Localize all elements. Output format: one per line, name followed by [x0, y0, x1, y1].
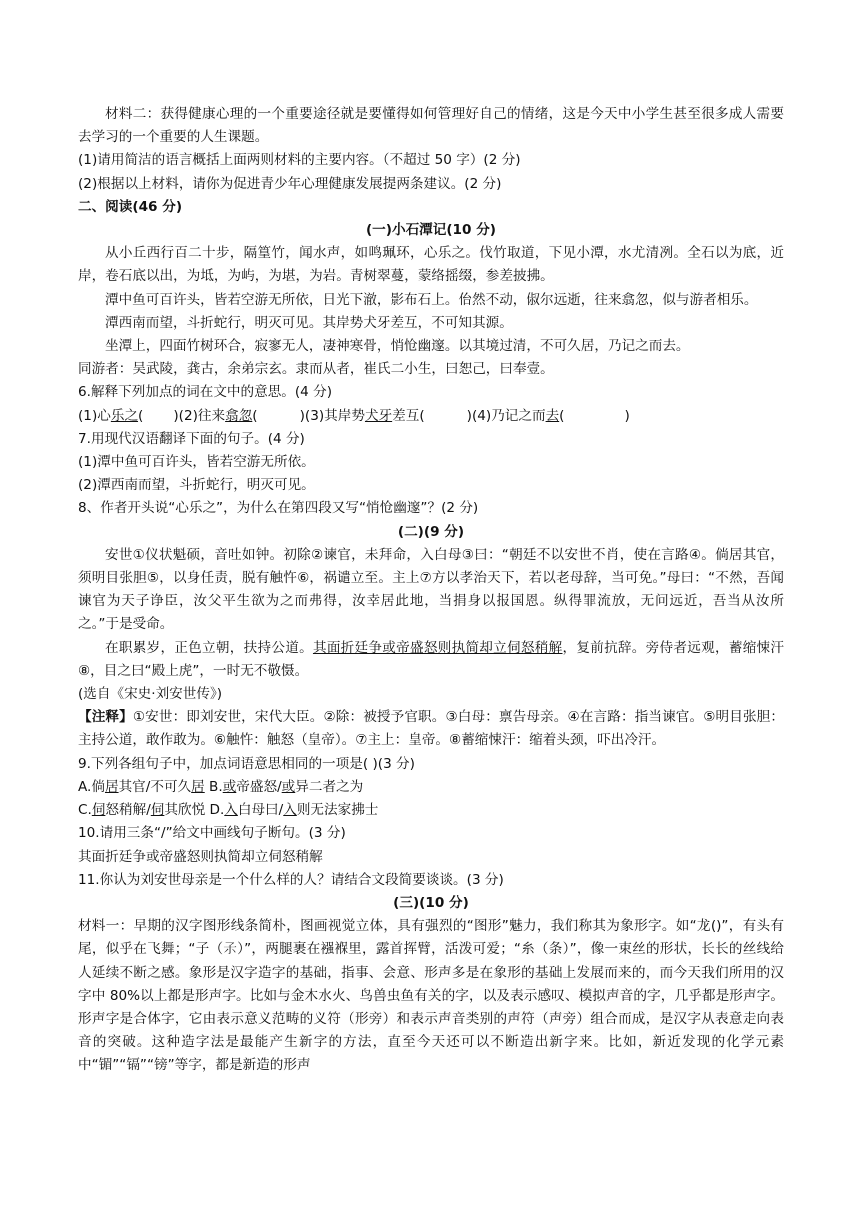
- option-text: 则无法家拂士: [296, 802, 379, 819]
- question-8: 8、作者开头说“心乐之”，为什么在第四段又写“悄怆幽邃”？(2 分): [78, 500, 479, 517]
- question-7: 7.用现代汉语翻译下面的句子。(4 分): [78, 430, 305, 447]
- underlined-sentence: 其面折廷争或帝盛怒则执简却立伺怒稍解: [312, 639, 563, 656]
- annotation-label: 【注释】: [78, 709, 133, 726]
- part3-material-one: 材料一：早期的汉字图形线条简朴，图画视觉立体，具有强烈的“图形”魅力，我们称其为象形字。如“龙()”，有头有尾，似乎在飞舞；“子（𡥀）”，两腿裹在襁褓里，露首挥臂，活泼可爱；“糸（条）”，像一束丝的形状，长长的丝线给人延续不断之感。象形是汉字造字的基础，指事、会意、形声多是在象形的基础上发展而来的，而今天我们所用的汉字中 80%以上都是形声字。比如与金木水火、鸟兽虫鱼有关的字，以及表示感叹、模拟声音的字，几乎都是形声字。形声字是合体字，它由表示意义范畴的义符（形旁）和表示声音类别的声符（声旁）组合而成，是汉字从表意走向表音的突破。这种造字法是最能产生新字的方法，直至今天还可以不断造出新字来。比如，新近发现的化学元素中“镅”“镉”“镑”等字，都是新造的形声: [78, 918, 784, 1074]
- part1-paragraph: 从小丘西行百二十步，隔篁竹，闻水声，如鸣珮环，心乐之。伐竹取道，下见小潭，水尤清冽。全石以为底，近岸，卷石底以出，为坻，为屿，为堪，为岩。青树翠蔓，蒙络摇缀，参差披拂。: [78, 245, 784, 285]
- annotation: [78, 706, 784, 752]
- q6-text: (1)心: [78, 407, 111, 424]
- question-1: (1)请用简洁的语言概括上面两则材料的主要内容。（不超过 50 字）(2 分): [78, 152, 521, 169]
- option-text: 怒稍解/: [105, 802, 151, 819]
- option-text: 白母曰/: [237, 802, 284, 819]
- q6-text: )(2)往来: [173, 407, 226, 424]
- option-text: 其欣悦 D.: [164, 802, 225, 819]
- option-underlined-word: 入: [283, 802, 297, 819]
- option-underlined-word: 居: [191, 778, 205, 795]
- part1-paragraph: 坐潭上，四面竹树环合，寂寥无人，凄神寒骨，悄怆幽邃。以其境过清，不可久居，乃记之而去。: [105, 338, 690, 355]
- q6-underlined-word: 翕忽: [225, 407, 253, 424]
- question-9-options-ab: [78, 776, 784, 799]
- question-6: 6.解释下列加点的词在文中的意思。(4 分): [78, 384, 333, 401]
- option-text: A.倘: [78, 778, 105, 795]
- option-text: B.: [204, 778, 223, 795]
- source-citation: (选自《宋史·刘安世传》): [78, 686, 223, 703]
- question-6-blanks: [78, 405, 784, 428]
- part1-paragraph: 潭西南而望，斗折蛇行，明灭可见。其岸势犬牙差互，不可知其源。: [105, 314, 513, 331]
- option-underlined-word: 或: [281, 778, 296, 795]
- q6-text: 差互(: [392, 407, 425, 424]
- part2-title: (二)(9 分): [397, 523, 465, 540]
- option-text: 帝盛怒/: [236, 778, 282, 795]
- material-two: 材料二：获得健康心理的一个重要途径就是要懂得如何管理好自己的情绪，这是今天中小学生甚至很多成人需要去学习的一个重要的人生课题。: [78, 106, 784, 146]
- question-11: 11.你认为刘安世母亲是一个什么样的人？请结合文段简要谈谈。(3 分): [78, 871, 504, 888]
- option-underlined-word: 或: [222, 778, 237, 795]
- part2-text: ，复前抗辞。旁侍者远观，蓄缩悚汗⑧，目之曰“殿上虎”，一时无不敬慑。: [78, 639, 785, 679]
- section-heading-reading: 二、阅读(46 分): [78, 198, 183, 215]
- question-2: (2)根据以上材料，请你为促进青少年心理健康发展提两条建议。(2 分): [78, 175, 502, 192]
- option-underlined-word: 伺: [91, 802, 106, 819]
- question-7-item: (1)潭中鱼可百许头，皆若空游无所依。: [78, 454, 315, 471]
- q6-text: ): [624, 407, 630, 424]
- part3-title: (三)(10 分): [393, 894, 469, 911]
- q6-text: )(4)乃记之而: [466, 407, 546, 424]
- part2-paragraph: 安世①仪状魁硕，音吐如钟。初除②谏官，未拜命，入白母③曰：“朝廷不以安世不肖，使在言路④。倘居其官，须明目张胆⑤，以身任责，脱有触忤⑥，祸谴立至。主上⑦方以孝治天下，若以老母辞，当可免。”母曰：“不然，吾闻谏官为天子诤臣，汝父平生欲为之而弗得，汝幸居此地，当捐身以报国恩。纵得罪流放，无问远近，吾当从汝所之。”于是受命。: [78, 546, 784, 633]
- question-9-options-cd: [78, 799, 784, 822]
- option-text: 其官/不可久: [118, 778, 192, 795]
- part1-title: (一)小石潭记(10 分): [365, 222, 497, 239]
- question-10-sentence: 其面折廷争或帝盛怒则执简却立伺怒稍解: [78, 848, 323, 865]
- option-underlined-word: 居: [104, 778, 119, 795]
- q6-text: (: [252, 407, 258, 424]
- question-7-item: (2)潭西南而望，斗折蛇行，明灭可见。: [78, 477, 315, 494]
- q6-text: )(3)其岸势: [299, 407, 365, 424]
- page-content: [78, 103, 784, 1078]
- option-text: C.: [78, 802, 92, 819]
- option-underlined-word: 入: [224, 802, 238, 819]
- question-10: 10.请用三条“/”给文中画线句子断句。(3 分): [78, 825, 346, 842]
- option-text: 异二者之为: [295, 778, 364, 795]
- part2-paragraph: [78, 637, 784, 683]
- option-underlined-word: 伺: [150, 802, 165, 819]
- question-9: 9.下列各组句子中，加点词语意思相同的一项是( )(3 分): [78, 755, 415, 772]
- q6-underlined-word: 乐之: [110, 407, 139, 424]
- q6-underlined-word: 犬牙: [364, 407, 393, 424]
- q6-underlined-word: 去: [545, 407, 560, 424]
- annotation-text: ①安世：即刘安世，宋代大臣。②除：被授予官职。③白母：禀告母亲。④在言路：指当谏官。⑤明目张胆：主持公道，敢作敢为。⑥触忤：触怒（皇帝）。⑦主上：皇帝。⑧蓄缩悚汗：缩着头颈，吓出冷汗。: [78, 709, 784, 749]
- q6-text: (: [559, 407, 565, 424]
- part1-paragraph: 潭中鱼可百许头，皆若空游无所依，日光下澈，影布石上。佁然不动，俶尔远逝，往来翕忽，似与游者相乐。: [105, 291, 758, 308]
- part1-paragraph: 同游者：吴武陵，龚古，余弟宗玄。隶而从者，崔氏二小生，曰恕己，曰奉壹。: [78, 361, 554, 378]
- q6-text: (: [138, 407, 144, 424]
- part2-text: 在职累岁，正色立朝，扶持公道。: [105, 639, 313, 656]
